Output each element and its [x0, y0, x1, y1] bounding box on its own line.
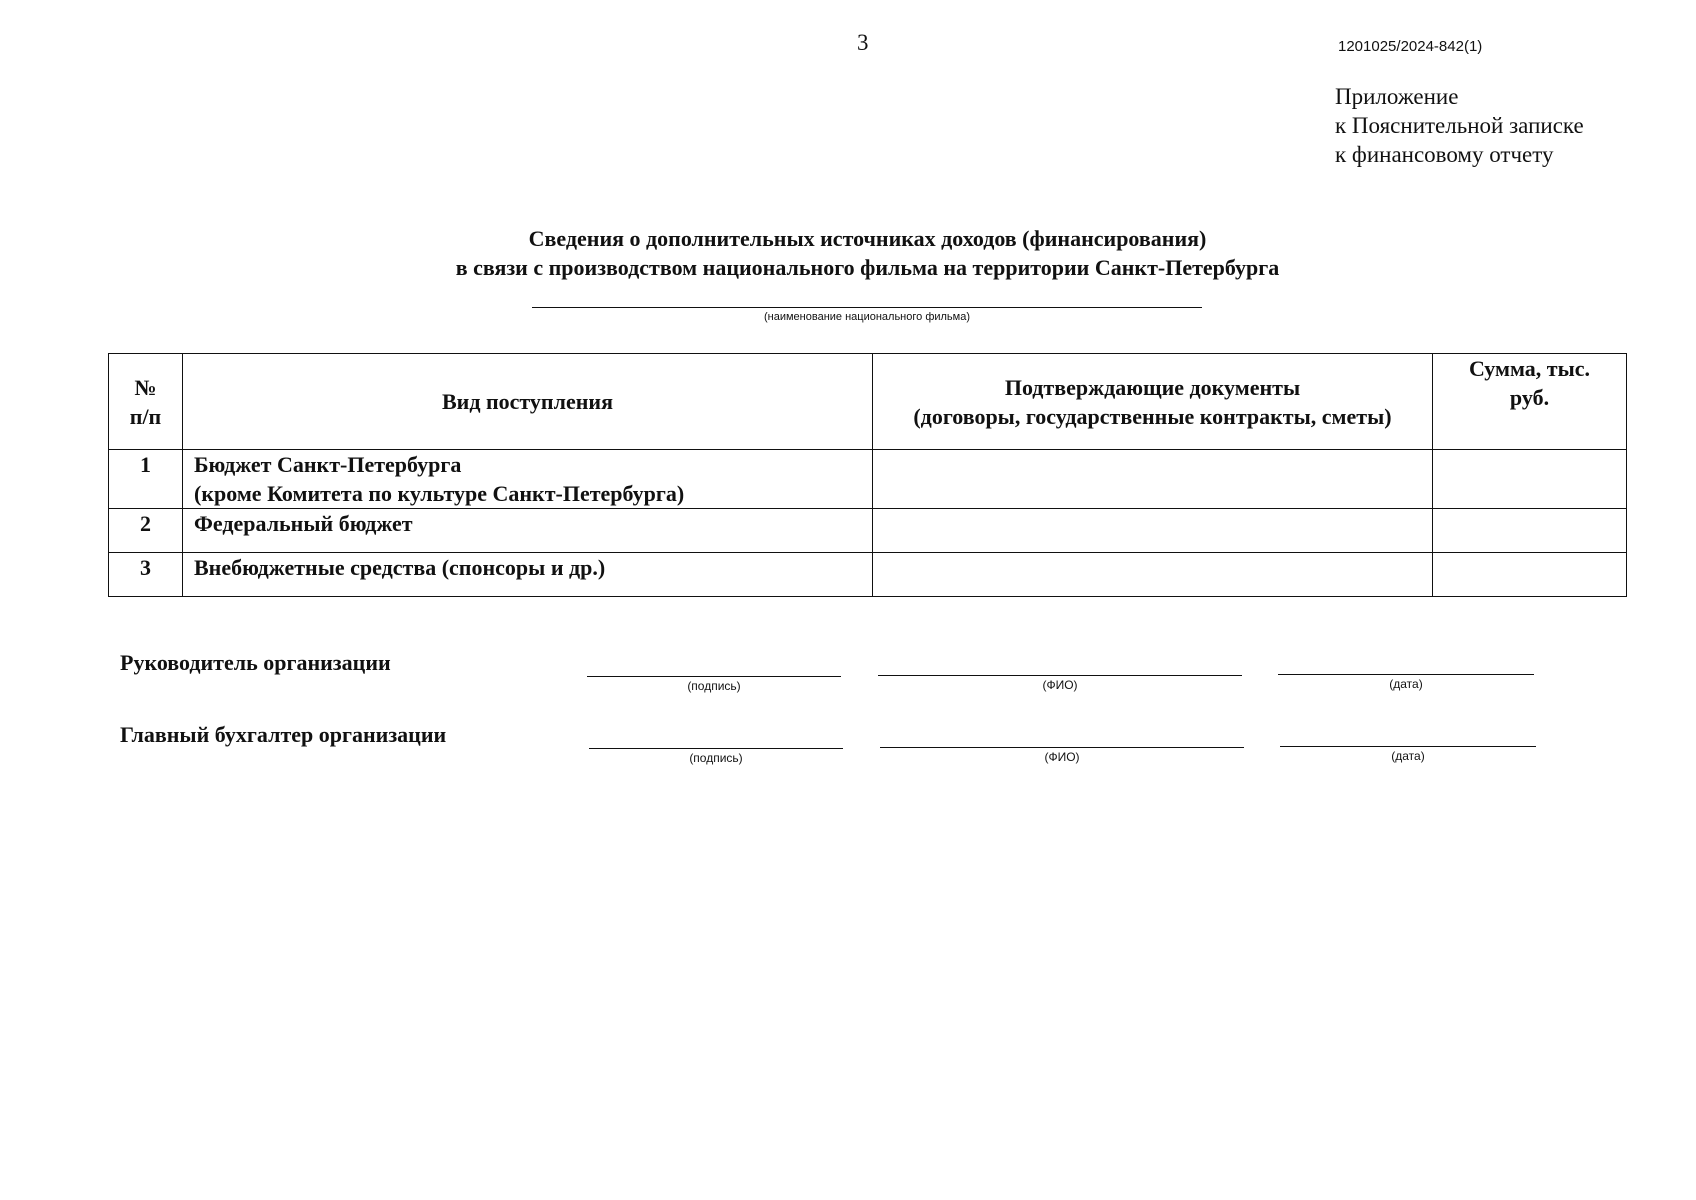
- head-title: Руководитель организации: [120, 650, 391, 675]
- accountant-name-caption: (ФИО): [1044, 750, 1080, 764]
- table-header-row: [109, 354, 1627, 450]
- accountant-signature-caption: (подпись): [689, 751, 743, 765]
- row-documents: [873, 509, 1433, 553]
- row-num: 3: [109, 553, 183, 597]
- table-row: [109, 509, 1627, 553]
- row-num: 2: [109, 509, 183, 553]
- appendix-line: к Пояснительной записке: [1335, 113, 1584, 138]
- document-code: 1201025/2024-842(1): [1338, 38, 1483, 55]
- row-num: 1: [109, 450, 183, 509]
- row-sum: [1433, 450, 1627, 509]
- accountant-signature-line: [589, 748, 843, 749]
- header-sum: Сумма, тыс. руб.: [1433, 354, 1627, 450]
- row-sum: [1433, 509, 1627, 553]
- page-number: 3: [857, 30, 869, 55]
- income-sources-table: [108, 353, 1627, 597]
- row-documents: [873, 553, 1433, 597]
- accountant-date-line: [1280, 746, 1536, 747]
- appendix-line: к финансовому отчету: [1335, 142, 1554, 167]
- title-line: Сведения о дополнительных источниках доходов (финансирования): [528, 226, 1207, 251]
- header-kind: Вид поступления: [183, 354, 873, 450]
- row-sum: [1433, 553, 1627, 597]
- appendix-note: [1335, 82, 1584, 169]
- appendix-line: Приложение: [1335, 84, 1459, 109]
- head-name-line: [878, 675, 1242, 676]
- head-date-line: [1278, 674, 1534, 675]
- header-documents: Подтверждающие документы (договоры, государственные контракты, сметы): [873, 354, 1433, 450]
- row-kind: Федеральный бюджет: [183, 509, 873, 553]
- accountant-name-line: [880, 747, 1244, 748]
- row-kind: Внебюджетные средства (спонсоры и др.): [183, 553, 873, 597]
- title-line: в связи с производством национального фильма на территории Санкт-Петербурга: [455, 255, 1280, 280]
- table-row: [109, 450, 1627, 509]
- row-kind: Бюджет Санкт-Петербурга (кроме Комитета по культуре Санкт-Петербурга): [183, 450, 873, 509]
- head-signature-caption: (подпись): [687, 679, 741, 693]
- document-title: [0, 224, 1696, 282]
- film-name-line: [532, 307, 1202, 308]
- head-date-caption: (дата): [1389, 677, 1423, 691]
- accountant-date-caption: (дата): [1391, 749, 1425, 763]
- accountant-title: Главный бухгалтер организации: [120, 722, 447, 747]
- header-num: № п/п: [109, 354, 183, 450]
- head-signature-line: [587, 676, 841, 677]
- film-name-caption: (наименование национального фильма): [763, 311, 971, 323]
- head-name-caption: (ФИО): [1042, 678, 1078, 692]
- table-row: [109, 553, 1627, 597]
- row-documents: [873, 450, 1433, 509]
